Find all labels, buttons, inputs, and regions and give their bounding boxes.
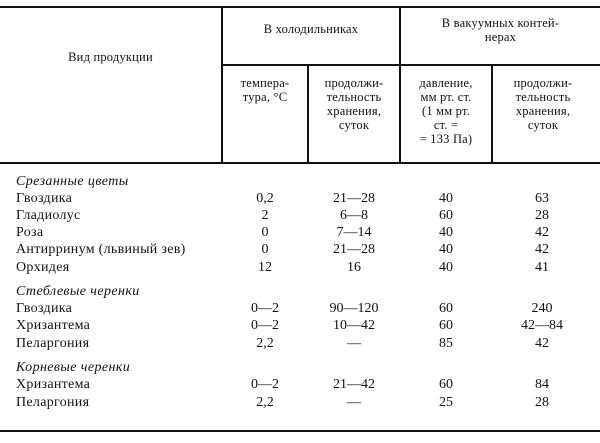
cell-duration-fridge: 6—8 [340,208,368,223]
cell-temperature: 0 [261,225,269,240]
cell-name: Антирринум (львиный зев) [16,242,186,257]
cell-name: Гладиолус [16,208,81,223]
cell-duration-vacuum: 41 [535,260,549,275]
header-temperature: темпера- тура, °С [240,76,290,104]
cell-temperature: 2 [261,208,269,223]
header-bottom-rule [0,162,600,164]
cell-duration-vacuum: 28 [535,208,549,223]
cell-duration-fridge: 16 [347,260,361,275]
cell-name: Хризантема [16,377,91,392]
cell-duration-vacuum: 42 [535,336,549,351]
header-duration-fridge: продолжи- тельность хранения, суток [324,76,384,132]
cell-name: Пеларгония [16,336,90,351]
section-title: Стеблевые черенки [16,284,140,299]
cell-name: Гвоздика [16,191,73,206]
cell-duration-fridge: 7—14 [336,225,372,240]
cell-name: Хризантема [16,318,91,333]
cell-pressure: 60 [439,377,453,392]
cell-duration-fridge: 21—42 [333,377,375,392]
cell-name: Пеларгония [16,395,90,410]
table-row [0,336,600,352]
cell-pressure: 60 [439,208,453,223]
header-pressure: давление, мм рт. ст. (1 мм рт. ст. = = 133 Па) [419,76,473,146]
cell-duration-fridge: — [347,395,361,410]
header-vacuum-group: В вакуумных контей- нерах [441,16,560,44]
table-row [0,260,600,276]
cell-duration-vacuum: 28 [535,395,549,410]
cell-pressure: 60 [439,301,453,316]
cell-duration-fridge: — [347,336,361,351]
table-bottom-rule [0,430,600,432]
table-row [0,377,600,393]
cell-pressure: 40 [439,191,453,206]
cell-pressure: 40 [439,242,453,257]
group-header-divider [222,64,600,66]
cell-duration-fridge: 90—120 [329,301,379,316]
header-product-type: Вид продукции [68,50,153,64]
cell-duration-vacuum: 42 [535,242,549,257]
cell-duration-vacuum: 63 [535,191,549,206]
cell-temperature: 12 [258,260,272,275]
cell-temperature: 2,2 [256,336,274,351]
cell-pressure: 40 [439,260,453,275]
cell-pressure: 25 [439,395,453,410]
cell-pressure: 85 [439,336,453,351]
header-duration-vacuum: продолжи- тельность хранения, суток [513,76,573,132]
cell-temperature: 2,2 [256,395,274,410]
cell-name: Орхидея [16,260,70,275]
table-row [0,225,600,241]
table-row [0,318,600,334]
cell-temperature: 0 [261,242,269,257]
cell-temperature: 0—2 [251,318,279,333]
cell-duration-vacuum: 240 [531,301,553,316]
table-top-rule [0,6,600,8]
cell-duration-fridge: 21—28 [333,191,375,206]
table-row [0,191,600,207]
cell-duration-fridge: 21—28 [333,242,375,257]
cell-duration-vacuum: 42—84 [521,318,563,333]
cell-pressure: 60 [439,318,453,333]
cell-duration-vacuum: 84 [535,377,549,392]
cell-name: Гвоздика [16,301,73,316]
table-row [0,301,600,317]
cell-name: Роза [16,225,44,240]
cell-pressure: 40 [439,225,453,240]
cell-temperature: 0,2 [256,191,274,206]
cell-duration-vacuum: 42 [535,225,549,240]
table-row [0,395,600,411]
table-row [0,208,600,224]
cell-temperature: 0—2 [251,301,279,316]
section-title: Корневые черенки [16,360,131,375]
table-row [0,242,600,258]
cell-temperature: 0—2 [251,377,279,392]
section-title: Срезанные цветы [16,174,129,189]
header-fridge-group: В холодильниках [263,22,359,36]
cell-duration-fridge: 10—42 [333,318,375,333]
